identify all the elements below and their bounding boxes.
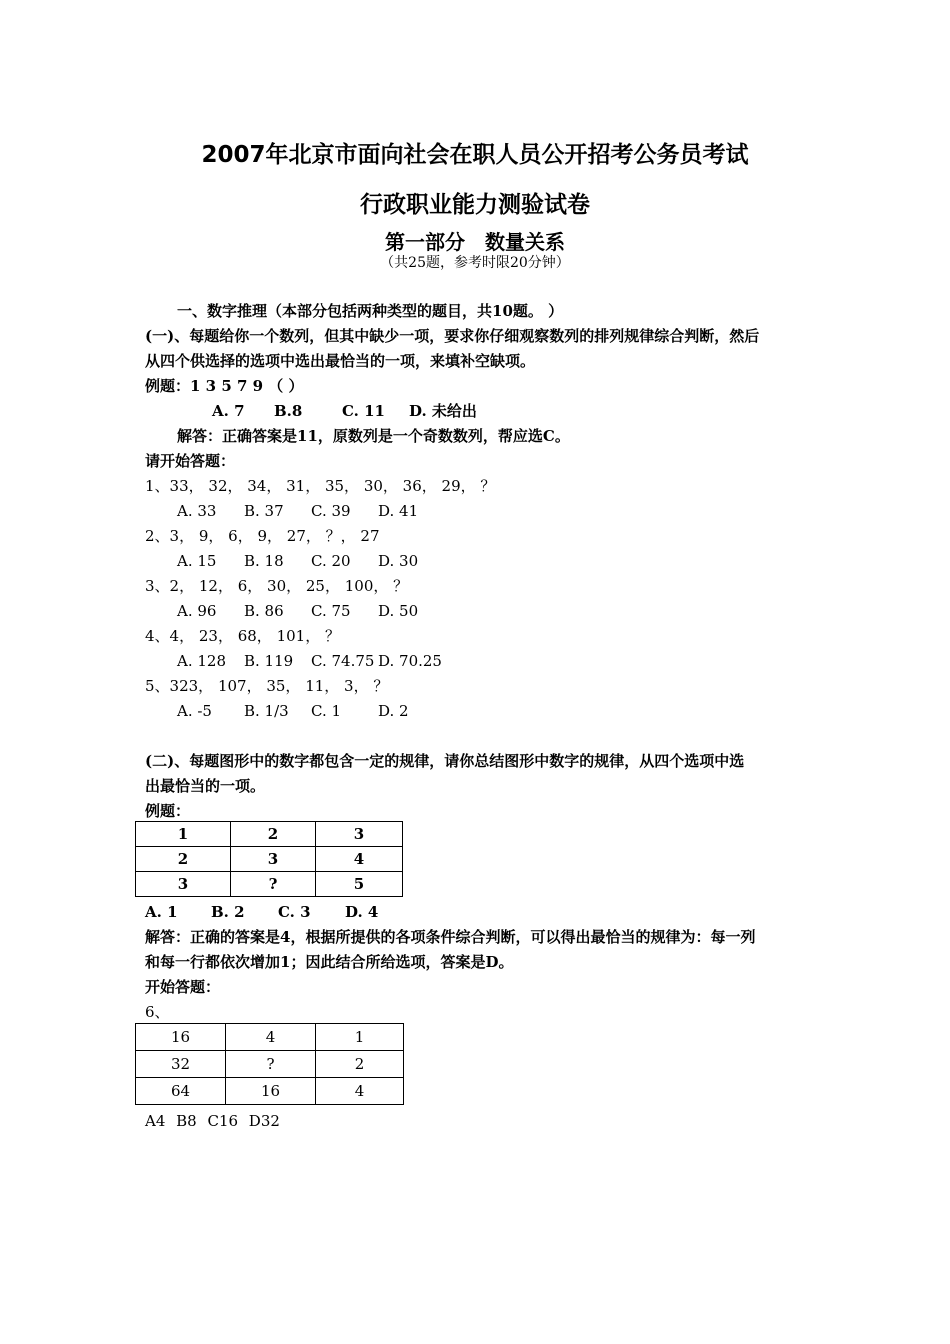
example-table <box>135 821 403 897</box>
table-row <box>136 822 403 847</box>
example-option: C. 11 <box>342 402 385 420</box>
table-row <box>136 1078 404 1105</box>
table-cell: 2 <box>316 1051 404 1078</box>
option: B. 18 <box>244 552 284 570</box>
type1-intro-line1: (一)、每题给你一个数列，但其中缺少一项，要求你仔细观察数列的排列规律综合判断，然后 <box>145 327 760 345</box>
table-cell: 32 <box>136 1051 226 1078</box>
table-cell: 3 <box>231 847 316 872</box>
question-stem: 1、33， 32， 34， 31， 35， 30， 36， 29， ？ <box>145 477 496 495</box>
table-cell: 4 <box>226 1024 316 1051</box>
table-row <box>136 872 403 897</box>
table-row <box>136 1024 404 1051</box>
part-title: 第一部分 数量关系 <box>385 230 565 254</box>
table-row <box>136 1051 404 1078</box>
option: B. 1/3 <box>244 702 289 720</box>
table-cell: ? <box>231 872 316 897</box>
question-stem: 2、3， 9， 6， 9， 27， ？， 27 <box>145 527 380 545</box>
example-row <box>145 376 304 396</box>
example-option: D. 未给出 <box>409 402 477 420</box>
question-options <box>177 551 418 571</box>
option: C. 74.75 <box>311 652 375 670</box>
example2-answer-line2: 和每一行都依次增加1；因此结合所给选项，答案是D。 <box>145 953 514 971</box>
option: A. 15 <box>177 552 217 570</box>
question6-table <box>135 1023 404 1105</box>
table-cell: 4 <box>316 847 403 872</box>
option: A. 96 <box>177 602 217 620</box>
example2-answer-line1: 解答：正确的答案是4，根据所提供的各项条件综合判断，可以得出最恰当的规律为：每一列 <box>145 928 756 946</box>
table-cell: 1 <box>136 822 231 847</box>
question6-options: A4 B8 C16 D32 <box>145 1112 280 1130</box>
example-option: B.8 <box>274 402 303 420</box>
option: A. 128 <box>177 652 226 670</box>
table-cell: 1 <box>316 1024 404 1051</box>
type2-intro-line2: 出最恰当的一项。 <box>145 777 266 795</box>
table-cell: ? <box>226 1051 316 1078</box>
example-option: A. 7 <box>212 402 245 420</box>
table-row <box>136 847 403 872</box>
option: C. 20 <box>311 552 351 570</box>
option: A. 1 <box>145 903 178 921</box>
table-cell: 3 <box>136 872 231 897</box>
table-cell: 4 <box>316 1078 404 1105</box>
option: D. 4 <box>345 903 379 921</box>
option: D. 2 <box>378 702 409 720</box>
option: D. 30 <box>378 552 419 570</box>
option: D. 41 <box>378 502 419 520</box>
part-note: （共25题，参考时限20分钟） <box>380 255 570 271</box>
question-options <box>177 501 418 521</box>
question-stem: 5、323， 107， 35， 11， 3， ？ <box>145 677 389 695</box>
question-options <box>177 601 418 621</box>
example-sequence: 1 3 5 7 9 （ ） <box>190 377 304 395</box>
example2-options <box>145 902 378 922</box>
section1-heading: 一、数字推理（本部分包括两种类型的题目，共10题。 ） <box>177 302 564 320</box>
table-cell: 16 <box>226 1078 316 1105</box>
question-stem: 3、2， 12， 6， 30， 25， 100， ？ <box>145 577 409 595</box>
table-cell: 16 <box>136 1024 226 1051</box>
option: C. 39 <box>311 502 351 520</box>
exam-subtitle: 行政职业能力测验试卷 <box>360 192 590 218</box>
option: D. 70.25 <box>378 652 442 670</box>
question-stem: 4、4， 23， 68， 101， ？ <box>145 627 340 645</box>
table-cell: 3 <box>316 822 403 847</box>
table-cell: 64 <box>136 1078 226 1105</box>
type1-intro-line2: 从四个供选择的选项中选出最恰当的一项，来填补空缺项。 <box>145 352 536 370</box>
example-label: 例题： <box>145 377 191 395</box>
option: B. 2 <box>211 903 245 921</box>
option: A. 33 <box>177 502 217 520</box>
question6-label: 6、 <box>145 1003 170 1021</box>
table-cell: 2 <box>136 847 231 872</box>
question-options <box>177 651 442 671</box>
option: C. 1 <box>311 702 342 720</box>
question-options <box>177 701 409 721</box>
table-cell: 2 <box>231 822 316 847</box>
option: C. 3 <box>278 903 311 921</box>
start-label: 请开始答题： <box>145 452 236 470</box>
option: A. -5 <box>177 702 212 720</box>
example-options <box>212 401 477 421</box>
start2-label: 开始答题： <box>145 978 221 996</box>
option: B. 119 <box>244 652 294 670</box>
option: B. 37 <box>244 502 284 520</box>
option: D. 50 <box>378 602 419 620</box>
table-cell: 5 <box>316 872 403 897</box>
option: B. 86 <box>244 602 284 620</box>
type2-intro-line1: (二)、每题图形中的数字都包含一定的规律，请你总结图形中数字的规律，从四个选项中选 <box>145 752 745 770</box>
exam-title: 2007年北京市面向社会在职人员公开招考公务员考试 <box>201 142 749 168</box>
option: C. 75 <box>311 602 351 620</box>
example-answer: 解答：正确答案是11，原数列是一个奇数数列，帮应选C。 <box>177 427 570 445</box>
example2-label: 例题： <box>145 802 191 820</box>
